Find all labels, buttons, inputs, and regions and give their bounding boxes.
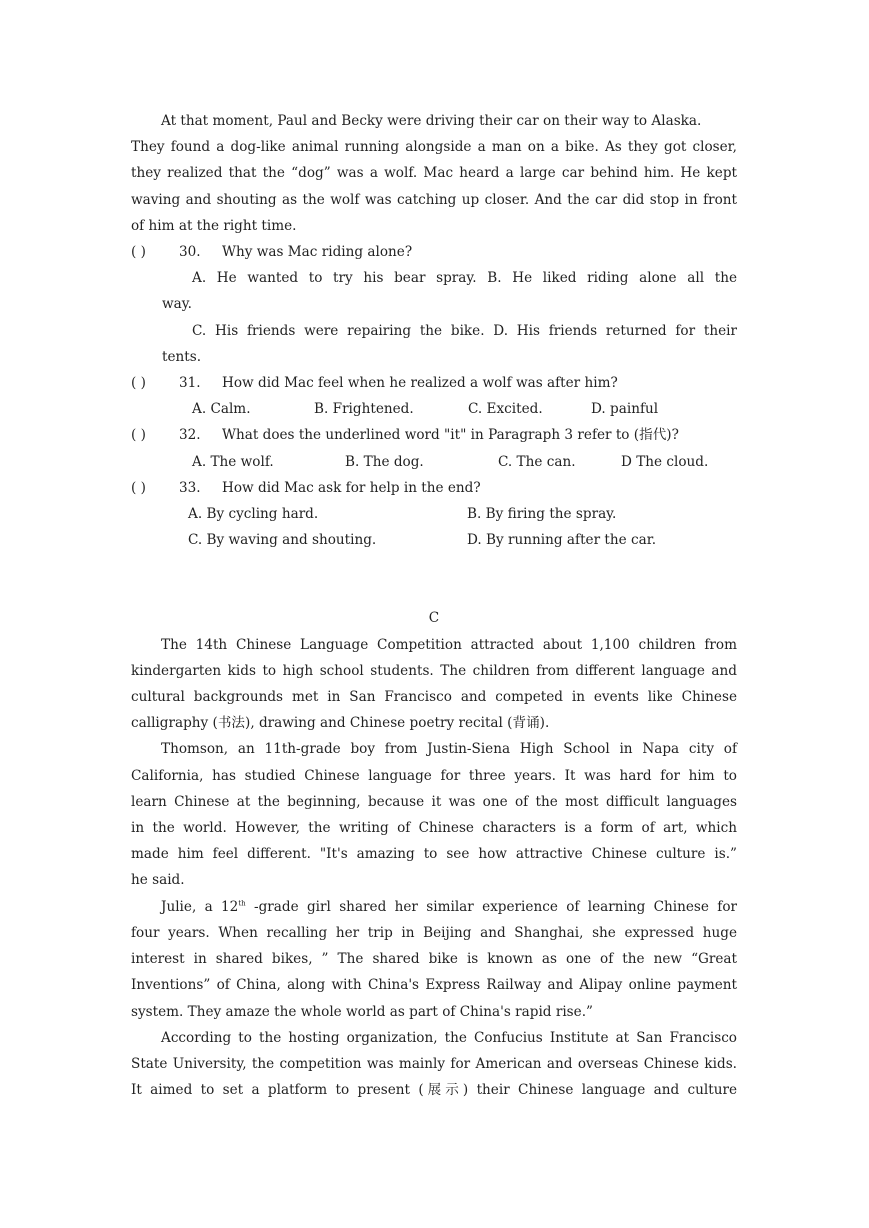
text-line: Inventions” of China, along with China's Express Railway and Alipay online payment — [131, 977, 737, 994]
paragraph-c4 — [131, 1025, 737, 1104]
text-line: State University, the competition was mainly for American and overseas Chinese kids. — [131, 1055, 737, 1072]
option-d: D. By running after the car. — [467, 532, 657, 549]
options-row — [131, 396, 737, 422]
question-number: 30. — [179, 244, 201, 261]
text-line: waving and shouting as the wolf was catching up closer. And the car did stop in front — [131, 191, 737, 208]
text-line: in the world. However, the writing of Chinese characters is a form of art, which — [131, 820, 737, 837]
text-line: calligraphy (书法), drawing and Chinese poetry recital (背诵). — [131, 715, 550, 732]
text-line: learn Chinese at the beginning, because it was one of the most difficult languages — [131, 793, 737, 810]
superscript: th — [238, 899, 246, 908]
text-line: of him at the right time. — [131, 217, 297, 234]
text-fragment: Julie, a 12 — [161, 898, 239, 915]
option-line: C. His friends were repairing the bike. D. His friends returned for their — [192, 322, 737, 339]
section-heading: C — [428, 610, 440, 627]
option-b: B. By firing the spray. — [467, 506, 617, 523]
paragraph-c1 — [131, 632, 737, 737]
text-line: they realized that the “dog” was a wolf. Mac heard a large car behind him. He kept — [131, 165, 737, 182]
passage-b-ending — [131, 108, 737, 239]
question-text: Why was Mac riding alone? — [222, 244, 413, 261]
text-fragment: -grade girl shared her similar experience of learning Chinese for — [245, 898, 737, 915]
options-row — [131, 501, 737, 527]
text-line — [131, 894, 737, 920]
answer-blank[interactable]: ( ) — [131, 479, 146, 496]
text-line: It aimed to set a platform to present (展示) their Chinese language and culture — [131, 1082, 737, 1099]
option-d: D The cloud. — [621, 453, 709, 470]
question-32 — [131, 422, 737, 448]
option-line: tents. — [162, 348, 202, 365]
option-c: C. The can. — [498, 453, 576, 470]
text-line: Thomson, an 11th-grade boy from Justin-Siena High School in Napa city of — [161, 741, 737, 758]
question-31 — [131, 370, 737, 396]
text-line: California, has studied Chinese language for three years. It was hard for him to — [131, 767, 737, 784]
text-line: cultural backgrounds met in San Francisco and competed in events like Chinese — [131, 689, 737, 706]
question-30 — [131, 239, 737, 265]
options-row — [131, 449, 737, 475]
text-line: system. They amaze the whole world as part of China's rapid rise.” — [131, 1003, 593, 1020]
text-line: kindergarten kids to high school students. The children from different language and — [131, 662, 737, 679]
text-line: he said. — [131, 872, 185, 889]
question-text: How did Mac ask for help in the end? — [222, 479, 481, 496]
option-line: A. He wanted to try his bear spray. B. He liked riding alone all the — [192, 270, 737, 287]
option-d: D. painful — [591, 401, 659, 418]
paragraph-c2 — [131, 736, 737, 893]
paragraph-c3 — [131, 894, 737, 1025]
text-line: four years. When recalling her trip in Beijing and Shanghai, she expressed huge — [131, 924, 737, 941]
text-line: interest in shared bikes, ” The shared bike is known as one of the new “Great — [131, 951, 737, 968]
text-line: made him feel different. "It's amazing to see how attractive Chinese culture is.” — [131, 846, 737, 863]
question-text: How did Mac feel when he realized a wolf was after him? — [222, 375, 618, 392]
question-33 — [131, 475, 737, 501]
option-c: C. Excited. — [468, 401, 543, 418]
option-line: way. — [162, 296, 192, 313]
text-line: At that moment, Paul and Becky were driving their car on their way to Alaska. — [161, 113, 702, 129]
answer-blank[interactable]: ( ) — [131, 244, 146, 261]
document-page — [131, 108, 737, 1103]
option-a: A. The wolf. — [192, 453, 274, 470]
question-number: 33. — [179, 479, 201, 496]
question-text: What does the underlined word "it" in Paragraph 3 refer to (指代)? — [222, 427, 679, 444]
option-b: B. Frightened. — [314, 401, 414, 418]
text-line: They found a dog-like animal running alongside a man on a bike. As they got closer, — [131, 139, 737, 156]
question-number: 32. — [179, 427, 201, 444]
options-row — [131, 527, 737, 553]
answer-blank[interactable]: ( ) — [131, 427, 146, 444]
option-b: B. The dog. — [345, 453, 424, 470]
option-c: C. By waving and shouting. — [188, 532, 377, 549]
answer-blank[interactable]: ( ) — [131, 375, 146, 392]
text-line: According to the hosting organization, the Confucius Institute at San Francisco — [161, 1029, 737, 1046]
question-number: 31. — [179, 375, 201, 392]
option-a: A. Calm. — [192, 401, 251, 418]
text-line: The 14th Chinese Language Competition attracted about 1,100 children from — [161, 636, 737, 653]
option-a: A. By cycling hard. — [188, 506, 319, 523]
